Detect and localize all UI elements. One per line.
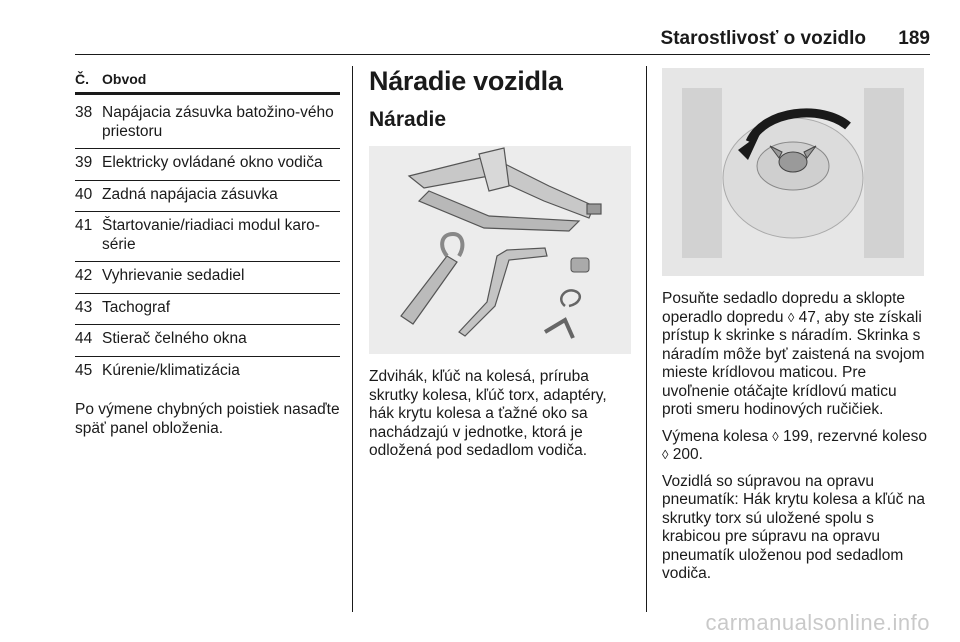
right-column [662,68,930,584]
section-heading: Náradie vozidla [369,66,563,96]
fuse-note: Po výmene chybných poistiek nasaďte späť panel obloženia. [75,401,340,437]
column-divider-right [646,66,647,612]
row-text: Zadná napájacia zásuvka [102,185,278,203]
table-row [75,101,340,149]
table-row [75,327,340,357]
torx-wrench-icon [459,248,547,336]
row-number: 44 [75,330,93,347]
table-row [75,264,340,294]
row-text: Vyhrievanie sedadiel [102,267,245,284]
page-reference: 47 [798,308,816,326]
watermark: carmanualsonline.info [705,610,930,635]
para2-text-end: . [698,446,703,463]
row-text: Štartovanie/riadiaci modul karo-série [102,217,320,253]
table-row [75,296,340,326]
para2-text-mid: , rezervné koleso [808,427,927,445]
table-row [75,183,340,213]
page-reference: 200 [672,446,699,463]
left-column [75,68,340,438]
page-ref-icon: ◊ [787,309,795,325]
scissor-jack-icon [409,148,601,231]
adapter-icon [571,258,589,272]
row-number: 42 [75,267,93,284]
paragraph-wheel-change [662,428,930,465]
wheel-wrench-icon [401,234,462,324]
column-divider-left [352,66,353,612]
vehicle-tools-image [369,146,631,354]
row-text: Stierač čelného okna [102,330,247,347]
para2-text: Výmena kolesa [662,427,773,445]
table-header-rule [75,92,340,95]
table-row [75,214,340,262]
section-subheading: Náradie [369,108,447,131]
para1-text-cont: , aby ste získali prístup k skrinke s náradím. Skrinka s náradím môže byť zaistená na svojom mieste krídlovou maticou. Pre uvoľnenie otáčajte krídlovú maticu proti smeru hodinových ručičiek. [662,308,925,418]
paragraph-seat [662,290,930,420]
row-number: 45 [75,361,93,379]
seat-compartment-illustration [662,68,924,276]
tools-description: Zdvihák, kľúč na kolesá, príruba skrutky kolesa, kľúč torx, adaptéry, hák krytu kolesa a ťažné oko sa nachádzajú v jednotke, ktorá je odložená pod sedadlom vodiča. [369,368,607,459]
row-text: Tachograf [102,298,171,316]
page-reference: 199 [783,427,809,445]
para1-text: Posuňte sedadlo dopredu a sklopte operadlo dopredu [662,290,906,326]
row-text: Kúrenie/klimatizácia [102,361,240,379]
header-rule [75,54,930,55]
row-number: 40 [75,185,93,203]
page-number: 189 [898,28,930,49]
paragraph-repair-kit: Vozidlá so súpravou na opravu pneumatík: Hák krytu kolesa a kľúč na skrutky torx sú uložené spolu s krabicou pre súpravu na opravu pneumatík uloženou pod sedadlom vodiča. [662,472,925,582]
col-number-heading: Č. [75,70,89,87]
wing-nut-image [662,68,924,276]
page-ref-icon: ◊ [772,428,779,444]
table-row [75,151,340,181]
col-label-heading: Obvod [102,70,147,87]
row-number: 43 [75,298,93,316]
towing-eye-icon [561,290,580,306]
page-title: Starostlivosť o vozidlo [660,28,866,49]
middle-column [369,66,631,461]
page-ref-icon: ◊ [662,447,669,462]
table-row [75,359,340,388]
row-text: Napájacia zásuvka batožino-vého priestoru [102,104,334,140]
hook-icon [545,320,573,338]
page-header [75,28,930,52]
tools-illustration [369,146,631,354]
row-number: 41 [75,217,93,234]
row-number: 38 [75,104,93,121]
row-text: Elektricky ovládané okno vodiča [102,154,323,171]
row-number: 39 [75,154,93,171]
fuse-table-header [75,68,340,90]
